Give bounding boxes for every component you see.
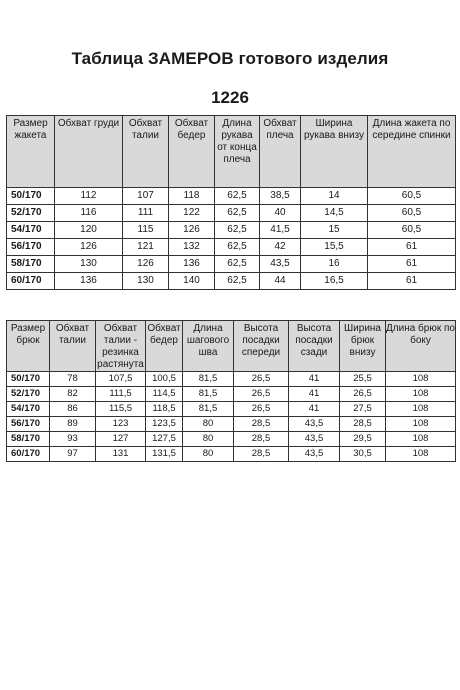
jacket-header-cell: Обхват плеча xyxy=(260,116,301,188)
size-cell: 50/170 xyxy=(7,372,50,387)
table-cell: 26,5 xyxy=(234,402,289,417)
table-cell: 28,5 xyxy=(234,417,289,432)
size-cell: 50/170 xyxy=(7,188,55,205)
size-cell: 52/170 xyxy=(7,387,50,402)
table-cell: 116 xyxy=(55,205,123,222)
table-cell: 60,5 xyxy=(368,222,456,239)
model-number: 1226 xyxy=(211,88,249,107)
table-cell: 130 xyxy=(55,256,123,273)
table-cell: 40 xyxy=(260,205,301,222)
table-cell: 81,5 xyxy=(183,372,234,387)
table-cell: 29,5 xyxy=(340,432,386,447)
table-cell: 41 xyxy=(289,402,340,417)
table-cell: 42 xyxy=(260,239,301,256)
jacket-header-cell: Ширина рукава внизу xyxy=(301,116,368,188)
table-cell: 97 xyxy=(50,447,96,462)
table-cell: 61 xyxy=(368,273,456,290)
table-cell: 108 xyxy=(386,447,456,462)
jacket-header-cell: Обхват груди xyxy=(55,116,123,188)
table-cell: 121 xyxy=(123,239,169,256)
table-cell: 126 xyxy=(55,239,123,256)
table-cell: 43,5 xyxy=(260,256,301,273)
table-cell: 15 xyxy=(301,222,368,239)
table-cell: 44 xyxy=(260,273,301,290)
table-cell: 30,5 xyxy=(340,447,386,462)
table-cell: 108 xyxy=(386,372,456,387)
table-cell: 82 xyxy=(50,387,96,402)
table-cell: 14 xyxy=(301,188,368,205)
trousers-header-cell: Обхват талии - резинка растянута xyxy=(96,321,146,372)
table-cell: 61 xyxy=(368,256,456,273)
table-cell: 108 xyxy=(386,417,456,432)
table-cell: 131,5 xyxy=(146,447,183,462)
table-cell: 81,5 xyxy=(183,402,234,417)
table-cell: 80 xyxy=(183,447,234,462)
table-cell: 131 xyxy=(96,447,146,462)
table-cell: 16 xyxy=(301,256,368,273)
table-cell: 112 xyxy=(55,188,123,205)
size-cell: 60/170 xyxy=(7,447,50,462)
table-cell: 26,5 xyxy=(340,387,386,402)
table-cell: 108 xyxy=(386,432,456,447)
table-cell: 132 xyxy=(169,239,215,256)
table-cell: 25,5 xyxy=(340,372,386,387)
table-cell: 107 xyxy=(123,188,169,205)
table-cell: 111,5 xyxy=(96,387,146,402)
table-row xyxy=(7,372,456,387)
size-cell: 58/170 xyxy=(7,432,50,447)
table-row xyxy=(7,256,456,273)
table-cell: 86 xyxy=(50,402,96,417)
table-cell: 41 xyxy=(289,387,340,402)
table-cell: 118,5 xyxy=(146,402,183,417)
size-cell: 56/170 xyxy=(7,239,55,256)
table-cell: 61 xyxy=(368,239,456,256)
table-cell: 43,5 xyxy=(289,417,340,432)
table-cell: 126 xyxy=(123,256,169,273)
table-cell: 41 xyxy=(289,372,340,387)
table-cell: 107,5 xyxy=(96,372,146,387)
table-row xyxy=(7,188,456,205)
table-cell: 62,5 xyxy=(215,239,260,256)
table-cell: 115,5 xyxy=(96,402,146,417)
table-cell: 43,5 xyxy=(289,447,340,462)
jacket-header-cell: Размер жакета xyxy=(7,116,55,188)
table-cell: 62,5 xyxy=(215,256,260,273)
table-cell: 89 xyxy=(50,417,96,432)
table-cell: 111 xyxy=(123,205,169,222)
table-row xyxy=(7,222,456,239)
trousers-header-cell: Длина шагового шва xyxy=(183,321,234,372)
table-cell: 62,5 xyxy=(215,273,260,290)
table-row xyxy=(7,273,456,290)
table-row xyxy=(7,402,456,417)
table-cell: 120 xyxy=(55,222,123,239)
table-cell: 81,5 xyxy=(183,387,234,402)
page-title: Таблица ЗАМЕРОВ готового изделия xyxy=(71,49,389,68)
table-cell: 43,5 xyxy=(289,432,340,447)
table-cell: 26,5 xyxy=(234,387,289,402)
jacket-header-cell: Длина рукава от конца плеча xyxy=(215,116,260,188)
size-cell: 56/170 xyxy=(7,417,50,432)
table-cell: 28,5 xyxy=(234,447,289,462)
table-cell: 62,5 xyxy=(215,188,260,205)
table-cell: 122 xyxy=(169,205,215,222)
table-row xyxy=(7,205,456,222)
trousers-measurements-table xyxy=(6,320,456,462)
table-cell: 100,5 xyxy=(146,372,183,387)
table-cell: 118 xyxy=(169,188,215,205)
table-cell: 127 xyxy=(96,432,146,447)
trousers-header-cell: Размер брюк xyxy=(7,321,50,372)
jacket-header-row xyxy=(7,116,456,188)
table-cell: 108 xyxy=(386,402,456,417)
table-cell: 60,5 xyxy=(368,205,456,222)
table-cell: 136 xyxy=(55,273,123,290)
jacket-measurements-table xyxy=(6,115,456,290)
table-row xyxy=(7,432,456,447)
table-cell: 136 xyxy=(169,256,215,273)
table-row xyxy=(7,447,456,462)
table-cell: 80 xyxy=(183,432,234,447)
table-row xyxy=(7,239,456,256)
table-cell: 130 xyxy=(123,273,169,290)
table-cell: 28,5 xyxy=(234,432,289,447)
table-cell: 78 xyxy=(50,372,96,387)
table-cell: 140 xyxy=(169,273,215,290)
table-cell: 62,5 xyxy=(215,222,260,239)
trousers-header-cell: Длина брюк по боку xyxy=(386,321,456,372)
table-cell: 80 xyxy=(183,417,234,432)
size-cell: 52/170 xyxy=(7,205,55,222)
table-cell: 127,5 xyxy=(146,432,183,447)
table-cell: 16,5 xyxy=(301,273,368,290)
table-cell: 26,5 xyxy=(234,372,289,387)
table-row xyxy=(7,417,456,432)
trousers-header-cell: Обхват бедер xyxy=(146,321,183,372)
table-cell: 41,5 xyxy=(260,222,301,239)
trousers-header-cell: Обхват талии xyxy=(50,321,96,372)
table-cell: 114,5 xyxy=(146,387,183,402)
table-cell: 14,5 xyxy=(301,205,368,222)
table-cell: 62,5 xyxy=(215,205,260,222)
table-cell: 28,5 xyxy=(340,417,386,432)
table-cell: 123,5 xyxy=(146,417,183,432)
size-cell: 60/170 xyxy=(7,273,55,290)
trousers-header-cell: Ширина брюк внизу xyxy=(340,321,386,372)
trousers-header-cell: Высота посадки спереди xyxy=(234,321,289,372)
table-cell: 15,5 xyxy=(301,239,368,256)
table-row xyxy=(7,387,456,402)
table-cell: 93 xyxy=(50,432,96,447)
table-cell: 108 xyxy=(386,387,456,402)
table-cell: 115 xyxy=(123,222,169,239)
jacket-header-cell: Длина жакета по середине спинки xyxy=(368,116,456,188)
jacket-header-cell: Обхват талии xyxy=(123,116,169,188)
table-cell: 38,5 xyxy=(260,188,301,205)
table-cell: 27,5 xyxy=(340,402,386,417)
trousers-header-cell: Высота посадки сзади xyxy=(289,321,340,372)
trousers-header-row xyxy=(7,321,456,372)
size-cell: 54/170 xyxy=(7,402,50,417)
size-cell: 58/170 xyxy=(7,256,55,273)
size-cell: 54/170 xyxy=(7,222,55,239)
table-cell: 123 xyxy=(96,417,146,432)
table-cell: 60,5 xyxy=(368,188,456,205)
jacket-header-cell: Обхват бедер xyxy=(169,116,215,188)
table-cell: 126 xyxy=(169,222,215,239)
